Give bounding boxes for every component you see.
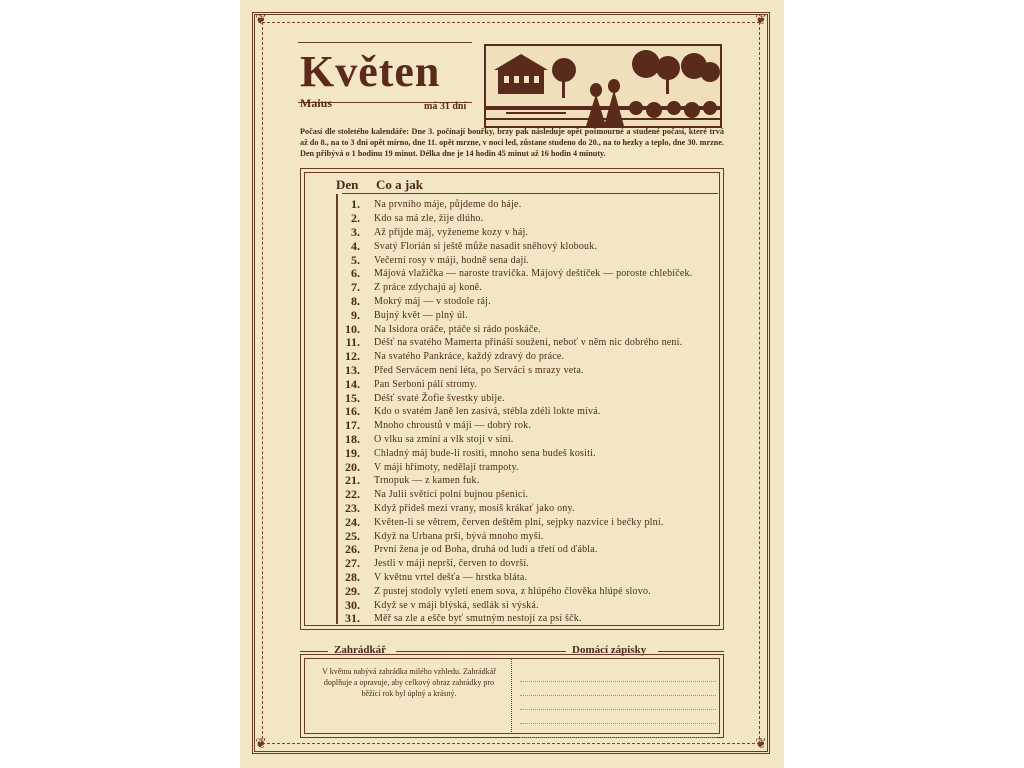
saying-text: O vlku sa zmíní a vlk stojí v síni. — [374, 433, 514, 445]
latin-month-name: Maius — [300, 96, 333, 110]
sayings-list — [340, 198, 720, 626]
day-number: 30. — [345, 597, 360, 612]
day-number: 19. — [345, 445, 360, 460]
month-title: Květen — [300, 47, 441, 96]
saying-row — [340, 488, 720, 502]
day-number: 11. — [345, 335, 360, 350]
day-number: 10. — [345, 321, 360, 336]
saying-row — [340, 253, 720, 267]
saying-text: V máji hřímoty, nedělají trampoty. — [374, 461, 519, 473]
day-number: 24. — [345, 514, 360, 529]
gardener-section-title: Zahrádkář — [334, 644, 386, 656]
saying-text: Na Isidora oráče, ptáče si rádo poskáče. — [374, 323, 541, 335]
day-number: 29. — [345, 583, 360, 598]
saying-row — [340, 515, 720, 529]
saying-text: Bujný květ — plný úl. — [374, 309, 468, 321]
saying-text: Na Julii světící polní bujnou pšenici. — [374, 489, 529, 501]
gardener-text: V květnu nabývá zahrádka milého vzhledu. Zahrádkář doplňuje a opravuje, aby celkový obraz zahrádky pro běžící rok byl úplný a krásný. — [322, 667, 496, 698]
saying-text: Když na Urbana prší, bývá mnoho myší. — [374, 530, 544, 542]
saying-row — [340, 350, 720, 364]
saying-row — [340, 502, 720, 516]
saying-text: Kdo o svatém Janě len zasívá, stébla zdéli lokte mívá. — [374, 406, 601, 418]
section-rule — [396, 651, 566, 652]
day-number: 8. — [351, 293, 360, 308]
corner-ornament-icon: ❦ — [255, 737, 267, 752]
saying-text: Mokrý máj — v stodole ráj. — [374, 295, 491, 307]
saying-text: Mnoho chroustů v máji — dobrý rok. — [374, 420, 532, 432]
saying-row — [340, 336, 720, 350]
saying-row — [340, 281, 720, 295]
saying-text: Pan Serboni pálí stromy. — [374, 378, 478, 390]
corner-ornament-icon: ❦ — [755, 737, 767, 752]
day-number: 2. — [351, 211, 360, 226]
saying-text: Jestli v máji neprší, červen to dovrší. — [374, 558, 529, 570]
saying-text: Na prvního máje, půjdeme do háje. — [374, 199, 522, 211]
saying-row — [340, 239, 720, 253]
corner-ornament-icon: ❦ — [755, 13, 767, 28]
day-number: 27. — [345, 556, 360, 571]
saying-text: Večerní rosy v máji, hodně sena dají. — [374, 254, 530, 266]
saying-row — [340, 433, 720, 447]
woodcut-illustration — [484, 44, 722, 128]
corner-ornament-icon: ❦ — [255, 13, 267, 28]
notes-line — [520, 682, 716, 696]
saying-text: V květnu vrtel dešťa — hrstka bláta. — [374, 571, 528, 583]
saying-row — [340, 322, 720, 336]
saying-text: Kdo sa má zle, žije dlúho. — [374, 213, 484, 225]
saying-text: Když přideš mezi vrany, mosíš krákať jako ony. — [374, 502, 575, 514]
saying-text: Déšť na svatého Mamerta přináší soužení, neboť v něm nic dobrého není. — [374, 337, 683, 349]
day-number: 16. — [345, 404, 360, 419]
day-number: 20. — [345, 459, 360, 474]
saying-text: Květen-li se větrem, červen deštěm plní, sejpky nazvice i bečky plní. — [374, 516, 664, 528]
day-number: 28. — [345, 569, 360, 584]
day-number: 23. — [345, 500, 360, 515]
saying-text: Na svatého Pankráce, každý zdravý do práce. — [374, 351, 565, 363]
day-number: 3. — [351, 225, 360, 239]
notes-line — [520, 710, 716, 724]
saying-text: První žena je od Boha, druhá od ludí a třetí od ďábla. — [374, 544, 598, 556]
notes-line — [520, 696, 716, 710]
saying-row — [340, 446, 720, 460]
day-number: 12. — [345, 349, 360, 364]
saying-row — [340, 364, 720, 378]
day-number: 22. — [345, 487, 360, 502]
saying-row — [340, 212, 720, 226]
saying-row — [340, 295, 720, 309]
saying-text: Až přijde máj, vyženeme kozy v háj. — [374, 226, 529, 238]
woodcut-scene-icon — [486, 46, 720, 126]
day-number: 14. — [345, 376, 360, 391]
day-number: 25. — [345, 528, 360, 543]
section-rule — [658, 651, 724, 652]
saying-row — [340, 419, 720, 433]
saying-row — [340, 308, 720, 322]
day-number: 6. — [351, 266, 360, 281]
day-number: 17. — [345, 418, 360, 433]
saying-row — [340, 474, 720, 488]
weather-forecast-paragraph: Počasí dle stoletého kalendáře: Dne 3. počínají bouřky, brzy pak následuje opět pošmourné a studené počasí, které trvá až do 8., na to 3 dni opět mírno, dne 11. opět mrzne, v noci led, zůstane studeno do 20., na to hezky a teplo, dne 30. mrzne. Den přibývá o 1 hodinu 19 minut. Délka dne je 14 hodin 45 minut až 16 hodin 4 minuty. — [300, 127, 724, 158]
saying-row — [340, 377, 720, 391]
column-header-day: Den — [336, 177, 359, 192]
days-count: má 31 dní — [424, 101, 467, 112]
saying-row — [340, 391, 720, 405]
day-number: 18. — [345, 431, 360, 446]
day-number: 9. — [351, 307, 360, 322]
saying-text: Z pustej stodoly vyletí enem sova, z hlúpého člověka hlúpé slovo. — [374, 585, 651, 597]
header-rule — [342, 193, 718, 194]
day-number: 15. — [345, 390, 360, 405]
saying-text: Před Servácem není léta, po Serváci s mrazy veta. — [374, 364, 584, 376]
day-number: 7. — [351, 280, 360, 295]
saying-row — [340, 584, 720, 598]
saying-row — [340, 529, 720, 543]
title-top-rule — [298, 42, 472, 43]
saying-text: Měř sa zle a ešče byť smutným nestojí za psí ščk. — [374, 613, 582, 625]
day-number: 5. — [351, 252, 360, 267]
saying-text: Když se v máji blýská, sedlák si výská. — [374, 599, 539, 611]
notes-line — [520, 724, 716, 738]
day-number: 4. — [351, 238, 360, 253]
notes-line — [520, 668, 716, 682]
saying-text: Májová vlažička — naroste travička. Májový deštíček — poroste chlebíček. — [374, 268, 693, 280]
saying-row — [340, 543, 720, 557]
column-header-sayings: Co a jak — [376, 177, 423, 192]
day-number: 1. — [351, 197, 360, 212]
saying-text: Z práce zdychajú aj koně. — [374, 282, 483, 294]
notes-section-title: Domácí zápisky — [572, 644, 647, 656]
saying-row — [340, 557, 720, 571]
day-number: 26. — [345, 542, 360, 557]
saying-row — [340, 267, 720, 281]
saying-text: Svatý Florián si ještě může nasadit sněhový klobouk. — [374, 240, 598, 252]
saying-row — [340, 571, 720, 585]
saying-row — [340, 226, 720, 240]
saying-row — [340, 598, 720, 612]
day-number: 13. — [345, 362, 360, 377]
notes-writing-area — [520, 668, 716, 738]
day-number: 21. — [345, 473, 360, 488]
saying-text: Trnopuk — z kamen fuk. — [374, 475, 480, 487]
saying-row — [340, 405, 720, 419]
saying-row — [340, 198, 720, 212]
saying-row — [340, 460, 720, 474]
day-number: 31. — [345, 611, 360, 626]
saying-text: Chladný máj bude-li rositi, mnoho sena budeš kositi. — [374, 447, 596, 459]
column-divider — [336, 194, 338, 624]
saying-text: Déšť svaté Žofie švestky ubije. — [374, 392, 505, 404]
section-rule — [300, 651, 328, 652]
saying-row — [340, 612, 720, 626]
lower-divider — [511, 658, 513, 734]
